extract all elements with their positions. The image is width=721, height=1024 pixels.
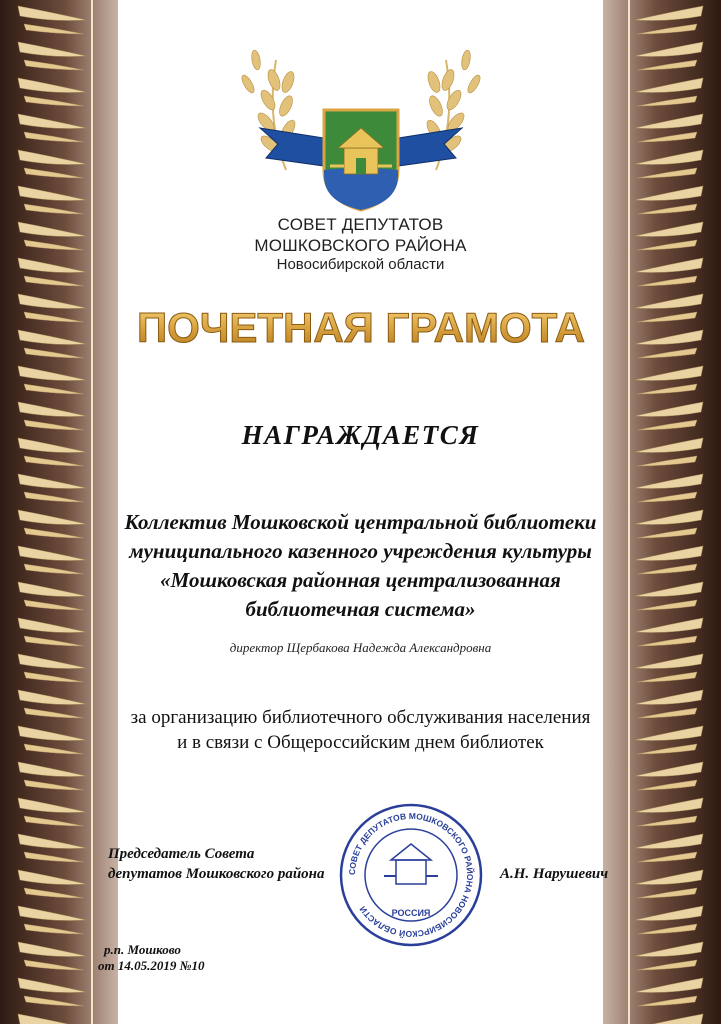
issue-date-number: от 14.05.2019 №10 — [98, 958, 205, 973]
signatory-name: А.Н. Нарушевич — [500, 866, 609, 882]
issue-place: р.п. Мошково — [104, 942, 181, 957]
awarded-heading: НАГРАЖДАЕТСЯ — [241, 420, 480, 450]
official-stamp — [336, 800, 486, 950]
coat-of-arms-emblem — [226, 20, 496, 220]
award-reason-line2: и в связи с Общероссийским днем библиотек — [177, 732, 544, 753]
signatory-role-line1: Председатель Совета — [108, 846, 255, 862]
director-line: директор Щербакова Надежда Александровна — [229, 640, 492, 655]
certificate-title-text: ПОЧЕТНАЯ ГРАМОТА — [136, 304, 585, 351]
council-region: Новосибирской области — [276, 256, 445, 273]
certificate-title — [0, 296, 721, 356]
recipient-line4: библиотечная система» — [245, 597, 476, 621]
signatory-role-line2: депутатов Мошковского района — [108, 866, 325, 882]
council-name-line1: СОВЕТ ДЕПУТАТОВ — [277, 215, 444, 234]
stamp-country-text: РОССИЯ — [391, 908, 431, 918]
recipient-line1: Коллектив Мошковской центральной библиотеки — [124, 510, 597, 534]
award-reason-line1: за организацию библиотечного обслуживания населения — [130, 707, 591, 728]
recipient-line2: муниципального казенного учреждения культуры — [129, 539, 592, 563]
council-name-line2: МОШКОВСКОГО РАЙОНА — [254, 236, 467, 255]
recipient-line3: «Мошковская районная централизованная — [160, 568, 561, 592]
svg-text:СОВЕТ ДЕПУТАТОВ МОШКОВСКОГО РА: СОВЕТ ДЕПУТАТОВ МОШКОВСКОГО РАЙОНА НОВОСИБИРСКОЙ ОБЛАСТИ — [346, 810, 476, 940]
